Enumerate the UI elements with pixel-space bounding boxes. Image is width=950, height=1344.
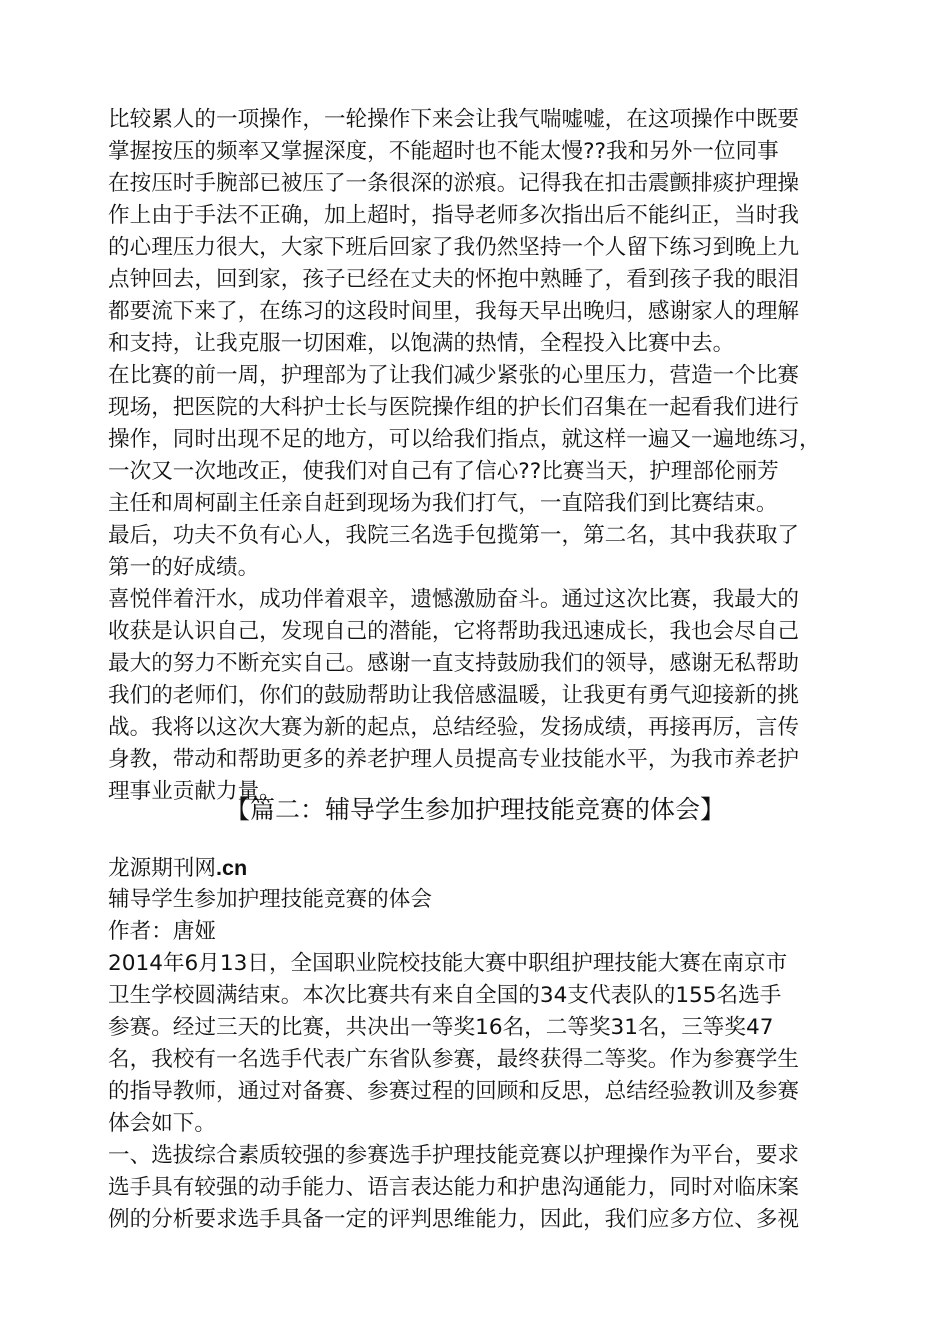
section-heading: 【篇二：辅导学生参加护理技能竞赛的体会】: [224, 795, 725, 824]
paragraph-line: 第一的好成绩。: [108, 555, 260, 580]
source-domain: .cn: [215, 855, 248, 880]
paragraph-line: 一、选拔综合素质较强的参赛选手护理技能竞赛以护理操作为平台，要求: [108, 1143, 800, 1168]
paragraph-line: 最后，功夫不负有心人，我院三名选手包揽第一，第二名，其中我获取了: [108, 523, 800, 548]
source-line: [108, 852, 247, 884]
paragraph-line: 名，我校有一名选手代表广东省队参赛，最终获得二等奖。作为参赛学生: [108, 1047, 800, 1072]
paragraph-line: 和支持，让我克服一切困难，以饱满的热情，全程投入比赛中去。: [108, 331, 735, 356]
paragraph-line: 战。我将以这次大赛为新的起点，总结经验，发扬成绩，再接再厉，言传: [108, 715, 800, 740]
paragraph-line: 体会如下。: [108, 1111, 216, 1136]
paragraph-line: 作上由于手法不正确，加上超时，指导老师多次指出后不能纠正，当时我: [108, 203, 800, 228]
paragraph-line: 比较累人的一项操作，一轮操作下来会让我气喘嘘嘘，在这项操作中既要: [108, 107, 800, 132]
paragraph-line: 2014年6月13日，全国职业院校技能大赛中职组护理技能大赛在南京市: [108, 951, 788, 976]
paragraph-line: 都要流下来了，在练习的这段时间里，我每天早出晚归，感谢家人的理解: [108, 299, 800, 324]
paragraph-line: 喜悦伴着汗水，成功伴着艰辛，遗憾激励奋斗。通过这次比赛，我最大的: [108, 587, 800, 612]
paragraph-line: 在比赛的前一周，护理部为了让我们减少紧张的心里压力，营造一个比赛: [108, 363, 800, 388]
paragraph-line: 掌握按压的频率又掌握深度，不能超时也不能太慢??我和另外一位同事: [108, 139, 779, 164]
paragraph-line: 点钟回去，回到家，孩子已经在丈夫的怀抱中熟睡了，看到孩子我的眼泪: [108, 267, 800, 292]
paragraph-line: 最大的努力不断充实自己。感谢一直支持鼓励我们的领导，感谢无私帮助: [108, 651, 800, 676]
source-name: 龙源期刊网: [108, 856, 216, 881]
paragraph-line: 卫生学校圆满结束。本次比赛共有来自全国的34支代表队的155名选手: [108, 983, 782, 1008]
paragraph-line: 我们的老师们，你们的鼓励帮助让我倍感温暖，让我更有勇气迎接新的挑: [108, 683, 800, 708]
paragraph-line: 的心理压力很大，大家下班后回家了我仍然坚持一个人留下练习到晚上九: [108, 235, 800, 260]
paragraph-line: 身教，带动和帮助更多的养老护理人员提高专业技能水平，为我市养老护: [108, 747, 800, 772]
paragraph-line: 在按压时手腕部已被压了一条很深的淤痕。记得我在扣击震颤排痰护理操: [108, 171, 800, 196]
paragraph-line: 理事业贡献力量。: [108, 779, 281, 804]
paragraph-line: 选手具有较强的动手能力、语言表达能力和护患沟通能力，同时对临床案: [108, 1175, 800, 1200]
paragraph-line: 参赛。经过三天的比赛，共决出一等奖16名，二等奖31名，三等奖47: [108, 1015, 774, 1040]
paragraph-line: 收获是认识自己，发现自己的潜能，它将帮助我迅速成长，我也会尽自己: [108, 619, 800, 644]
paragraph-line: 例的分析要求选手具备一定的评判思维能力，因此，我们应多方位、多视: [108, 1207, 800, 1232]
paragraph-line: 操作，同时出现不足的地方，可以给我们指点，就这样一遍又一遍地练习，: [108, 427, 821, 452]
paragraph-line: 的指导教师，通过对备赛、参赛过程的回顾和反思，总结经验教训及参赛: [108, 1079, 800, 1104]
author-line: 作者：唐娅: [108, 919, 216, 944]
paragraph-line: 主任和周柯副主任亲自赶到现场为我们打气，一直陪我们到比赛结束。: [108, 491, 778, 516]
article-title: 辅导学生参加护理技能竞赛的体会: [108, 887, 432, 912]
paragraph-line: 现场，把医院的大科护士长与医院操作组的护长们召集在一起看我们进行: [108, 395, 800, 420]
paragraph-line: 一次又一次地改正，使我们对自己有了信心??比赛当天，护理部伦丽芳: [108, 459, 779, 484]
